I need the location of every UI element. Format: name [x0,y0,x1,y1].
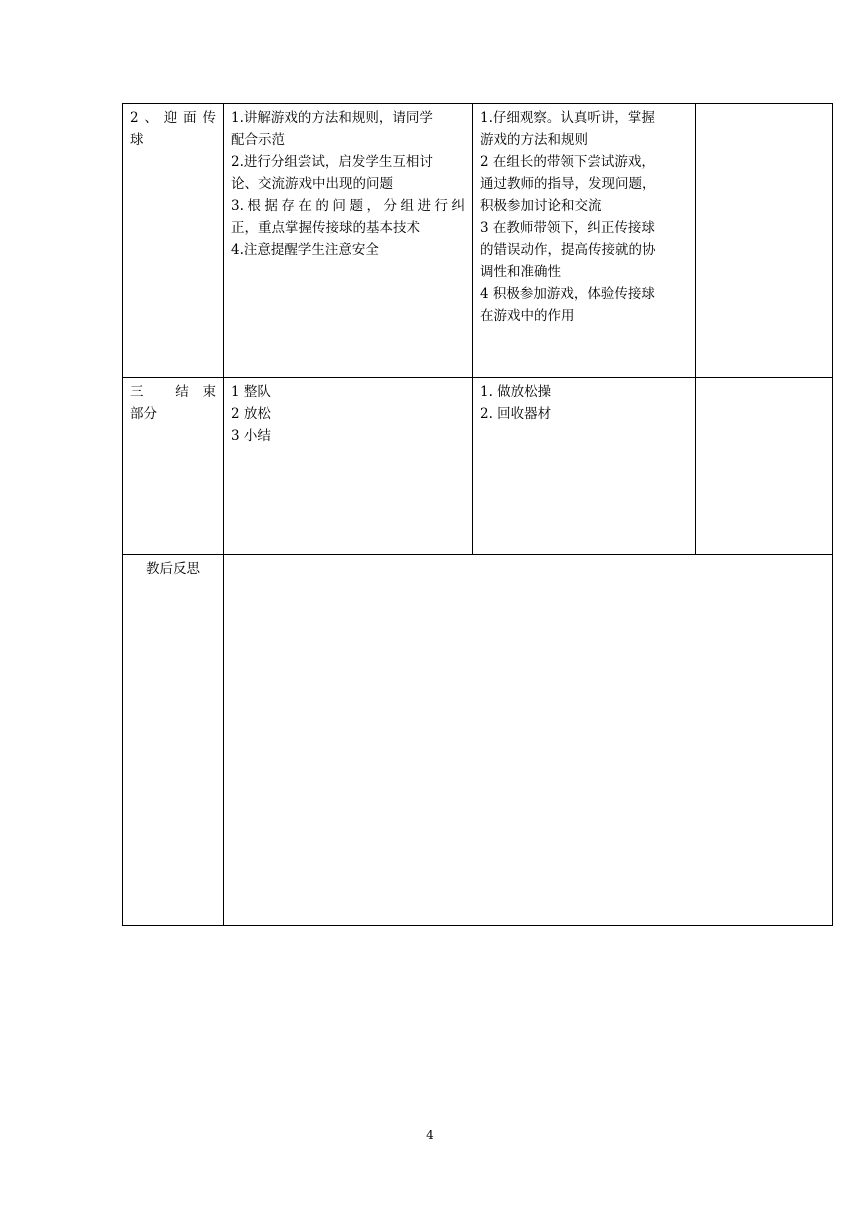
teacher-activity-line: 论、交流游戏中出现的问题 [231,176,393,192]
page-number: 4 [426,1128,434,1142]
table-row-reflection [123,555,833,926]
student-activity-line: 调性和准确性 [480,264,561,280]
student-activity-cell [473,104,696,378]
section-title-line: 三 结束 [130,384,216,400]
teacher-activity-line: 1 整队 [231,384,271,400]
student-activity-line: 2 在组长的带领下尝试游戏， [480,154,655,170]
student-activity-line: 3 在教师带领下，纠正传接球 [480,220,655,236]
notes-cell [696,378,833,555]
student-activity-line: 1.仔细观察。认真听讲，掌握 [480,110,655,126]
teacher-activity-line: 3.根据存在的问题，分组进行纠 [231,198,465,214]
student-activity-line: 4 积极参加游戏，体验传接球 [480,286,655,302]
teacher-activity-line: 2.进行分组尝试，启发学生互相讨 [231,154,433,170]
section-cell-ending [123,378,224,555]
lesson-plan-table [122,103,833,926]
reflection-content-cell [224,555,833,926]
reflection-label: 教后反思 [123,555,224,926]
section-title-line: 部分 [130,406,157,422]
teacher-activity-line: 正，重点掌握传接球的基本技术 [231,220,420,236]
teacher-activity-line: 3 小结 [231,428,271,444]
student-activity-line: 游戏的方法和规则 [480,132,588,148]
section-cell-pass-ball [123,104,224,378]
teacher-activity-cell [224,378,473,555]
teacher-activity-line: 1.讲解游戏的方法和规则，请同学 [231,110,433,126]
section-title-line: 球 [130,132,144,148]
student-activity-line: 通过教师的指导，发现问题， [480,176,656,192]
student-activity-line: 2. 回收器材 [480,406,552,422]
table-row-pass-ball [123,104,833,378]
teacher-activity-line: 2 放松 [231,406,271,422]
section-title-line: 2、迎面传 [130,110,216,126]
student-activity-line: 的错误动作，提高传接就的协 [480,242,656,258]
teacher-activity-line: 配合示范 [231,132,285,148]
table-row-ending [123,378,833,555]
teacher-activity-cell [224,104,473,378]
student-activity-line: 在游戏中的作用 [480,308,575,324]
student-activity-cell [473,378,696,555]
student-activity-line: 积极参加讨论和交流 [480,198,602,214]
teacher-activity-line: 4.注意提醒学生注意安全 [231,242,379,258]
notes-cell [696,104,833,378]
student-activity-line: 1. 做放松操 [480,384,552,400]
